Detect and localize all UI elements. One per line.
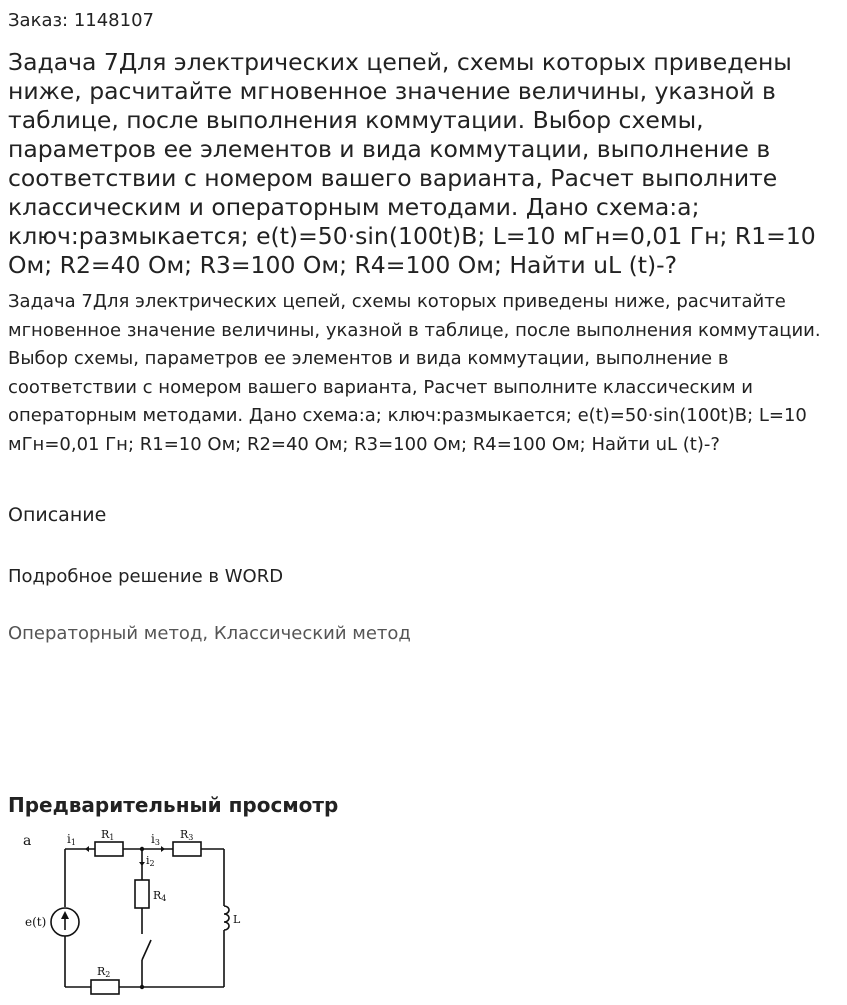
switch-blade [142, 940, 151, 960]
label-r3: R3 [180, 828, 194, 842]
current-arrow-i1 [85, 846, 89, 852]
task-description: Задача 7Для электрических цепей, схемы которых приведены ниже, расчитайте мгновенное значение величины, указной в таблице, после выполнения коммутации. Выбор схемы, параметров ее элементов и вида коммутации, выполнение в соответствии с номером вашего варианта, Расчет выполните классическим и операторным методами. Дано схема:а; ключ:размыкается; e(t)=50·sin(100t)В; L=10 мГн=0,01 Гн; R1=10 Ом; R2=40 Ом; R3=100 Ом; R4=100 Ом; Найти uL (t)-? [8, 291, 821, 455]
resistor-r1 [95, 842, 123, 856]
source-arrow-head [61, 911, 69, 919]
page-title: Задача 7Для электрических цепей, схемы которых приведены ниже, расчитайте мгновенное значение величины, указной в таблице, после выполнения коммутации. Выбор схемы, параметров ее элементов и вида коммутации, выполнение в соответствии с номером вашего варианта, Расчет выполните классическим и операторным методами. Дано схема:а; ключ:размыкается; e(t)=50·sin(100t)В; L=10 мГн=0,01 Гн; R1=10 Ом; R2=40 Ом; R3=100 Ом; R4=100 Ом; Найти uL (t)-? [8, 48, 816, 279]
label-l: L [233, 913, 241, 926]
junction-top [140, 847, 144, 851]
label-r2: R2 [97, 965, 111, 979]
current-arrow-i3 [161, 846, 165, 852]
label-r4: R4 [153, 889, 167, 903]
preview-heading: Предварительный просмотр [8, 793, 339, 817]
solution-format: Подробное решение в WORD [8, 566, 284, 587]
junction-bottom [140, 985, 144, 989]
label-i1: i1 [67, 832, 76, 847]
label-r1: R1 [101, 828, 115, 842]
tag-link-operator-method[interactable]: Операторный метод [8, 623, 203, 644]
tag-link-classical-method[interactable]: Классический метод [213, 623, 411, 644]
description-heading: Описание [8, 504, 107, 526]
resistor-r3 [173, 842, 201, 856]
source-label: e(t) [25, 915, 47, 929]
current-arrow-i2 [139, 862, 145, 866]
tag-list [8, 623, 411, 645]
order-number: Заказ: 1148107 [8, 10, 154, 31]
resistor-r2 [91, 980, 119, 994]
tag-separator: , [202, 623, 214, 644]
label-i2: i2 [146, 854, 155, 868]
label-i3: i3 [151, 832, 160, 847]
circuit-diagram [15, 826, 255, 998]
resistor-r4 [135, 880, 149, 908]
inductor-l [224, 906, 229, 930]
scheme-label: а [23, 833, 32, 849]
